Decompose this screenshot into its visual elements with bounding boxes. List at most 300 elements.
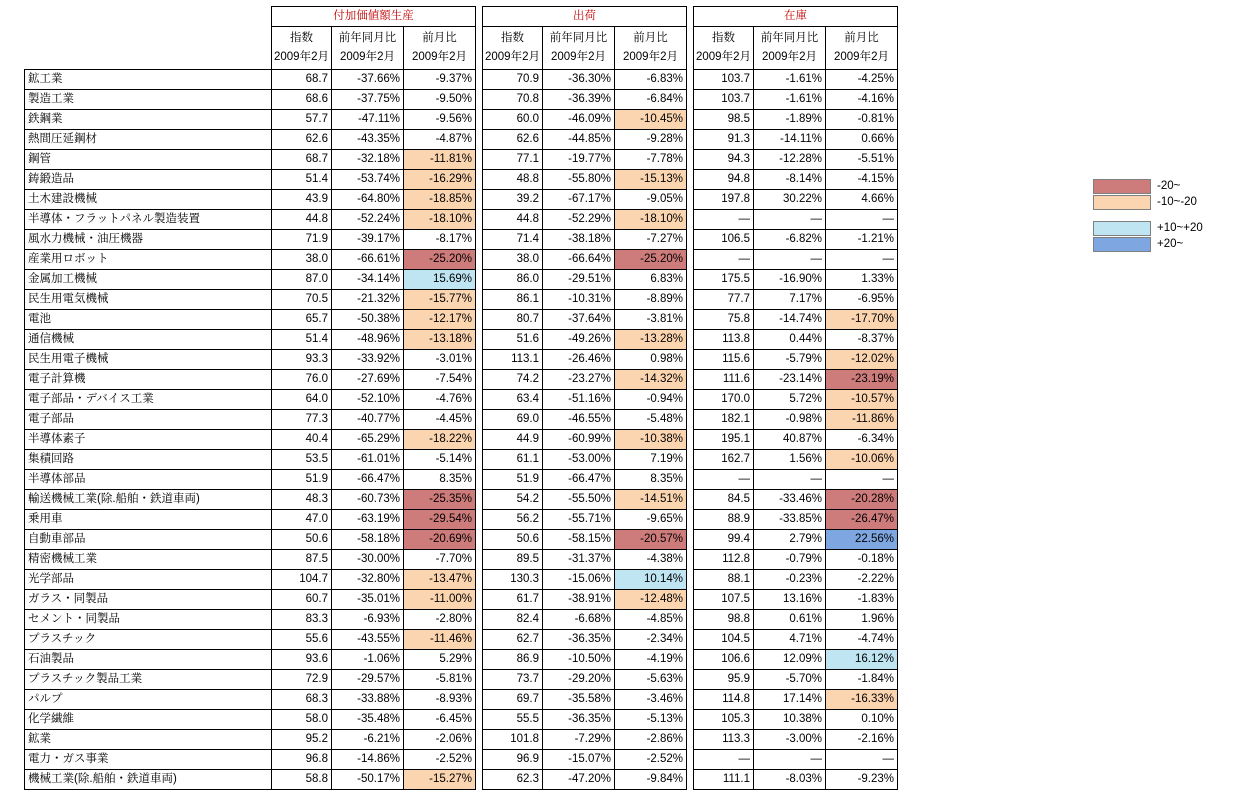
- table-head: [25, 7, 898, 70]
- subheader-inv-yoy: [754, 27, 826, 70]
- cell-ship-yoy: -38.18%: [543, 230, 615, 250]
- cell-inv-index: 182.1: [694, 410, 754, 430]
- cell-ship-mom: -14.51%: [615, 490, 687, 510]
- cell-ship-index: 69.0: [483, 410, 543, 430]
- cell-prod-mom: -9.50%: [404, 90, 476, 110]
- cell-inv-mom: —: [826, 750, 898, 770]
- row-gap: [476, 310, 483, 330]
- row-gap: [687, 710, 694, 730]
- cell-inv-index: 113.3: [694, 730, 754, 750]
- row-label: 機械工業(除.船舶・鉄道車両): [25, 770, 272, 790]
- cell-ship-mom: -20.57%: [615, 530, 687, 550]
- cell-inv-index: 77.7: [694, 290, 754, 310]
- cell-prod-index: 87.5: [272, 550, 332, 570]
- cell-prod-index: 44.8: [272, 210, 332, 230]
- table-corner-2: [25, 27, 272, 70]
- row-gap: [476, 570, 483, 590]
- cell-inv-mom: -5.51%: [826, 150, 898, 170]
- cell-prod-yoy: -35.48%: [332, 710, 404, 730]
- cell-prod-index: 72.9: [272, 670, 332, 690]
- subheader-inv-index: [694, 27, 754, 70]
- legend-label: -10~-20: [1157, 195, 1197, 208]
- row-gap: [476, 650, 483, 670]
- cell-inv-mom: -1.84%: [826, 670, 898, 690]
- row-gap: [476, 210, 483, 230]
- cell-inv-index: 107.5: [694, 590, 754, 610]
- table-row: [25, 750, 898, 770]
- table-row: [25, 690, 898, 710]
- row-label: 半導体・フラットパネル製造装置: [25, 210, 272, 230]
- cell-ship-mom: -8.89%: [615, 290, 687, 310]
- cell-ship-mom: -14.32%: [615, 370, 687, 390]
- row-label: プラスチック製品工業: [25, 670, 272, 690]
- cell-inv-index: 175.5: [694, 270, 754, 290]
- cell-inv-yoy: -8.14%: [754, 170, 826, 190]
- subheader-ship-mom: [615, 27, 687, 70]
- table-row: [25, 510, 898, 530]
- cell-inv-mom: -0.81%: [826, 110, 898, 130]
- cell-inv-mom: -9.23%: [826, 770, 898, 790]
- row-label: プラスチック: [25, 630, 272, 650]
- row-gap: [687, 430, 694, 450]
- row-label: 民生用電子機械: [25, 350, 272, 370]
- subheader-gap-2: [687, 27, 694, 70]
- cell-prod-yoy: -35.01%: [332, 590, 404, 610]
- subheader-prod-mom: [404, 27, 476, 70]
- cell-prod-index: 64.0: [272, 390, 332, 410]
- cell-ship-mom: -13.28%: [615, 330, 687, 350]
- table-row: [25, 250, 898, 270]
- row-label: 民生用電気機械: [25, 290, 272, 310]
- cell-ship-yoy: -35.58%: [543, 690, 615, 710]
- cell-prod-yoy: -37.75%: [332, 90, 404, 110]
- legend-swatch: [1093, 195, 1151, 210]
- cell-prod-index: 38.0: [272, 250, 332, 270]
- cell-inv-yoy: 2.79%: [754, 530, 826, 550]
- cell-ship-mom: -15.13%: [615, 170, 687, 190]
- row-label: 鋼管: [25, 150, 272, 170]
- row-gap: [476, 690, 483, 710]
- row-gap: [687, 270, 694, 290]
- subheader-line2: 2009年2月: [274, 51, 329, 63]
- cell-ship-mom: -5.63%: [615, 670, 687, 690]
- cell-prod-yoy: -58.18%: [332, 530, 404, 550]
- cell-ship-yoy: -31.37%: [543, 550, 615, 570]
- cell-prod-index: 57.7: [272, 110, 332, 130]
- cell-ship-mom: -18.10%: [615, 210, 687, 230]
- cell-ship-mom: -9.05%: [615, 190, 687, 210]
- row-gap: [687, 630, 694, 650]
- cell-prod-yoy: -63.19%: [332, 510, 404, 530]
- table-row: [25, 570, 898, 590]
- subheader-line2: 2009年2月: [551, 51, 606, 63]
- cell-inv-index: 94.8: [694, 170, 754, 190]
- subheader-ship-index: [483, 27, 543, 70]
- legend-item: [1093, 236, 1203, 252]
- cell-ship-index: 39.2: [483, 190, 543, 210]
- row-gap: [476, 150, 483, 170]
- cell-ship-mom: -0.94%: [615, 390, 687, 410]
- table-row: [25, 430, 898, 450]
- cell-inv-index: 84.5: [694, 490, 754, 510]
- cell-inv-mom: -4.16%: [826, 90, 898, 110]
- cell-prod-yoy: -6.93%: [332, 610, 404, 630]
- table-row: [25, 330, 898, 350]
- cell-ship-mom: -2.86%: [615, 730, 687, 750]
- row-gap: [476, 750, 483, 770]
- cell-prod-index: 104.7: [272, 570, 332, 590]
- cell-prod-index: 65.7: [272, 310, 332, 330]
- cell-inv-yoy: -14.74%: [754, 310, 826, 330]
- cell-ship-index: 48.8: [483, 170, 543, 190]
- subheader-line1: 前月比: [633, 32, 668, 44]
- row-gap: [687, 750, 694, 770]
- cell-inv-index: 88.9: [694, 510, 754, 530]
- row-gap: [687, 350, 694, 370]
- cell-prod-mom: -25.20%: [404, 250, 476, 270]
- cell-prod-yoy: -34.14%: [332, 270, 404, 290]
- cell-inv-index: 103.7: [694, 90, 754, 110]
- cell-inv-yoy: —: [754, 250, 826, 270]
- cell-inv-index: 95.9: [694, 670, 754, 690]
- row-gap: [687, 210, 694, 230]
- cell-ship-yoy: -26.46%: [543, 350, 615, 370]
- row-gap: [687, 90, 694, 110]
- row-label: 電池: [25, 310, 272, 330]
- subheader-line1: 前年同月比: [549, 32, 608, 44]
- subheader-line1: 指数: [290, 32, 313, 44]
- subheader-line2: 2009年2月: [696, 51, 751, 63]
- row-label: 精密機械工業: [25, 550, 272, 570]
- cell-prod-yoy: -21.32%: [332, 290, 404, 310]
- cell-inv-index: 111.1: [694, 770, 754, 790]
- cell-prod-mom: -2.06%: [404, 730, 476, 750]
- legend-label: +10~+20: [1157, 221, 1203, 234]
- table-row: [25, 450, 898, 470]
- group-header-row: [25, 7, 898, 27]
- row-gap: [687, 570, 694, 590]
- cell-prod-index: 71.9: [272, 230, 332, 250]
- cell-inv-yoy: 7.17%: [754, 290, 826, 310]
- cell-prod-yoy: -6.21%: [332, 730, 404, 750]
- cell-prod-yoy: -37.66%: [332, 70, 404, 90]
- cell-ship-mom: -9.65%: [615, 510, 687, 530]
- row-gap: [687, 330, 694, 350]
- cell-prod-mom: -5.81%: [404, 670, 476, 690]
- cell-ship-index: 86.9: [483, 650, 543, 670]
- row-gap: [476, 170, 483, 190]
- table-row: [25, 230, 898, 250]
- table-row: [25, 130, 898, 150]
- cell-prod-mom: -9.56%: [404, 110, 476, 130]
- row-gap: [476, 190, 483, 210]
- cell-prod-mom: -8.93%: [404, 690, 476, 710]
- cell-prod-yoy: -40.77%: [332, 410, 404, 430]
- row-gap: [476, 550, 483, 570]
- subheader-line2: 2009年2月: [623, 51, 678, 63]
- row-gap: [687, 410, 694, 430]
- cell-ship-index: 60.0: [483, 110, 543, 130]
- subheader-line2: 2009年2月: [485, 51, 540, 63]
- cell-ship-index: 74.2: [483, 370, 543, 390]
- row-gap: [687, 530, 694, 550]
- cell-ship-yoy: -29.20%: [543, 670, 615, 690]
- row-gap: [687, 110, 694, 130]
- cell-ship-mom: 7.19%: [615, 450, 687, 470]
- cell-inv-index: —: [694, 250, 754, 270]
- cell-prod-index: 70.5: [272, 290, 332, 310]
- cell-ship-index: 73.7: [483, 670, 543, 690]
- cell-ship-index: 61.7: [483, 590, 543, 610]
- legend-swatch: [1093, 179, 1151, 194]
- cell-inv-yoy: —: [754, 750, 826, 770]
- cell-prod-mom: -15.77%: [404, 290, 476, 310]
- cell-prod-yoy: -66.61%: [332, 250, 404, 270]
- row-gap: [476, 670, 483, 690]
- cell-prod-yoy: -1.06%: [332, 650, 404, 670]
- cell-ship-index: 69.7: [483, 690, 543, 710]
- cell-inv-yoy: 30.22%: [754, 190, 826, 210]
- cell-ship-yoy: -15.06%: [543, 570, 615, 590]
- row-gap: [687, 190, 694, 210]
- cell-inv-mom: 0.66%: [826, 130, 898, 150]
- cell-prod-yoy: -43.55%: [332, 630, 404, 650]
- cell-ship-mom: -2.34%: [615, 630, 687, 650]
- cell-inv-mom: -11.86%: [826, 410, 898, 430]
- cell-prod-yoy: -48.96%: [332, 330, 404, 350]
- cell-prod-yoy: -52.10%: [332, 390, 404, 410]
- row-gap: [687, 150, 694, 170]
- table-row: [25, 310, 898, 330]
- cell-inv-yoy: -0.98%: [754, 410, 826, 430]
- cell-ship-mom: -4.38%: [615, 550, 687, 570]
- cell-ship-index: 38.0: [483, 250, 543, 270]
- cell-ship-index: 56.2: [483, 510, 543, 530]
- cell-inv-mom: —: [826, 250, 898, 270]
- subheader-line1: 前月比: [422, 32, 457, 44]
- cell-inv-yoy: -1.61%: [754, 90, 826, 110]
- table-row: [25, 150, 898, 170]
- cell-ship-mom: -25.20%: [615, 250, 687, 270]
- cell-ship-index: 44.8: [483, 210, 543, 230]
- cell-inv-mom: -10.06%: [826, 450, 898, 470]
- row-label: 電子計算機: [25, 370, 272, 390]
- subheader-gap-1: [476, 27, 483, 70]
- table-row: [25, 350, 898, 370]
- cell-inv-mom: -2.22%: [826, 570, 898, 590]
- cell-prod-index: 93.3: [272, 350, 332, 370]
- cell-ship-yoy: -67.17%: [543, 190, 615, 210]
- cell-prod-mom: -20.69%: [404, 530, 476, 550]
- cell-prod-index: 68.7: [272, 70, 332, 90]
- row-gap: [476, 470, 483, 490]
- cell-prod-mom: -25.35%: [404, 490, 476, 510]
- cell-ship-yoy: -19.77%: [543, 150, 615, 170]
- cell-ship-yoy: -36.30%: [543, 70, 615, 90]
- row-label: 半導体部品: [25, 470, 272, 490]
- cell-inv-mom: -1.21%: [826, 230, 898, 250]
- cell-prod-index: 58.8: [272, 770, 332, 790]
- cell-prod-yoy: -47.11%: [332, 110, 404, 130]
- row-gap: [476, 290, 483, 310]
- row-label: 産業用ロボット: [25, 250, 272, 270]
- row-label: 鉱業: [25, 730, 272, 750]
- cell-ship-index: 63.4: [483, 390, 543, 410]
- row-gap: [687, 70, 694, 90]
- row-gap: [476, 770, 483, 790]
- cell-inv-yoy: -33.46%: [754, 490, 826, 510]
- cell-ship-yoy: -10.31%: [543, 290, 615, 310]
- cell-ship-mom: -3.81%: [615, 310, 687, 330]
- row-label: 輸送機械工業(除.船舶・鉄道車両): [25, 490, 272, 510]
- cell-prod-yoy: -50.38%: [332, 310, 404, 330]
- cell-inv-mom: -23.19%: [826, 370, 898, 390]
- cell-prod-index: 55.6: [272, 630, 332, 650]
- cell-ship-mom: -6.83%: [615, 70, 687, 90]
- cell-prod-yoy: -65.29%: [332, 430, 404, 450]
- row-gap: [687, 490, 694, 510]
- cell-ship-yoy: -7.29%: [543, 730, 615, 750]
- cell-ship-index: 70.9: [483, 70, 543, 90]
- cell-inv-index: 170.0: [694, 390, 754, 410]
- subheader-line1: 指数: [712, 32, 735, 44]
- row-gap: [476, 630, 483, 650]
- cell-ship-yoy: -46.09%: [543, 110, 615, 130]
- cell-inv-yoy: 0.61%: [754, 610, 826, 630]
- subheader-prod-yoy: [332, 27, 404, 70]
- row-gap: [476, 370, 483, 390]
- cell-prod-yoy: -33.92%: [332, 350, 404, 370]
- cell-inv-mom: 4.66%: [826, 190, 898, 210]
- subheader-line1: 指数: [501, 32, 524, 44]
- row-gap: [476, 490, 483, 510]
- cell-prod-yoy: -30.00%: [332, 550, 404, 570]
- cell-inv-yoy: 12.09%: [754, 650, 826, 670]
- cell-prod-mom: -11.81%: [404, 150, 476, 170]
- cell-ship-mom: -7.27%: [615, 230, 687, 250]
- row-label: 土木建設機械: [25, 190, 272, 210]
- subheader-ship-yoy: [543, 27, 615, 70]
- cell-prod-index: 51.4: [272, 330, 332, 350]
- row-gap: [687, 130, 694, 150]
- cell-inv-mom: -4.74%: [826, 630, 898, 650]
- cell-ship-index: 71.4: [483, 230, 543, 250]
- row-gap: [476, 110, 483, 130]
- cell-prod-index: 58.0: [272, 710, 332, 730]
- cell-inv-yoy: -16.90%: [754, 270, 826, 290]
- cell-prod-yoy: -64.80%: [332, 190, 404, 210]
- cell-prod-mom: -6.45%: [404, 710, 476, 730]
- cell-ship-mom: -4.85%: [615, 610, 687, 630]
- cell-ship-yoy: -55.71%: [543, 510, 615, 530]
- cell-ship-yoy: -55.80%: [543, 170, 615, 190]
- row-label: 風水力機械・油圧機器: [25, 230, 272, 250]
- cell-prod-yoy: -39.17%: [332, 230, 404, 250]
- cell-prod-index: 40.4: [272, 430, 332, 450]
- cell-ship-mom: -9.28%: [615, 130, 687, 150]
- table-row: [25, 490, 898, 510]
- legend-item: [1093, 220, 1203, 236]
- subheader-line1: 前月比: [844, 32, 879, 44]
- cell-prod-index: 47.0: [272, 510, 332, 530]
- cell-prod-mom: 5.29%: [404, 650, 476, 670]
- cell-inv-yoy: -0.23%: [754, 570, 826, 590]
- cell-inv-yoy: 0.44%: [754, 330, 826, 350]
- cell-prod-mom: -18.85%: [404, 190, 476, 210]
- legend-spacer: [1093, 210, 1203, 220]
- subheader-line1: 前年同月比: [760, 32, 819, 44]
- cell-prod-index: 48.3: [272, 490, 332, 510]
- cell-prod-yoy: -61.01%: [332, 450, 404, 470]
- cell-prod-yoy: -29.57%: [332, 670, 404, 690]
- cell-ship-mom: -4.19%: [615, 650, 687, 670]
- cell-ship-mom: 10.14%: [615, 570, 687, 590]
- cell-prod-index: 68.7: [272, 150, 332, 170]
- cell-inv-mom: 1.96%: [826, 610, 898, 630]
- cell-inv-index: 106.6: [694, 650, 754, 670]
- cell-prod-index: 50.6: [272, 530, 332, 550]
- cell-inv-index: 88.1: [694, 570, 754, 590]
- cell-ship-index: 86.1: [483, 290, 543, 310]
- cell-prod-index: 76.0: [272, 370, 332, 390]
- cell-ship-yoy: -66.47%: [543, 470, 615, 490]
- table-row: [25, 190, 898, 210]
- cell-prod-mom: -7.54%: [404, 370, 476, 390]
- cell-ship-mom: -12.48%: [615, 590, 687, 610]
- group-gap-2: [687, 7, 694, 27]
- group-header-inventory: 在庫: [694, 7, 898, 27]
- cell-inv-mom: -26.47%: [826, 510, 898, 530]
- cell-ship-index: 44.9: [483, 430, 543, 450]
- cell-inv-yoy: -12.28%: [754, 150, 826, 170]
- cell-prod-yoy: -33.88%: [332, 690, 404, 710]
- cell-inv-index: 103.7: [694, 70, 754, 90]
- legend-item: [1093, 194, 1203, 210]
- row-gap: [687, 310, 694, 330]
- cell-inv-index: 112.8: [694, 550, 754, 570]
- row-gap: [476, 90, 483, 110]
- table-row: [25, 630, 898, 650]
- cell-inv-mom: -0.18%: [826, 550, 898, 570]
- cell-prod-mom: -4.45%: [404, 410, 476, 430]
- cell-prod-mom: -4.87%: [404, 130, 476, 150]
- table-corner: [25, 7, 272, 27]
- cell-prod-mom: -11.46%: [404, 630, 476, 650]
- cell-ship-index: 55.5: [483, 710, 543, 730]
- table-row: [25, 590, 898, 610]
- legend-label: +20~: [1157, 237, 1184, 250]
- cell-ship-index: 130.3: [483, 570, 543, 590]
- cell-prod-mom: -29.54%: [404, 510, 476, 530]
- table-row: [25, 410, 898, 430]
- row-gap: [687, 230, 694, 250]
- cell-inv-yoy: 1.56%: [754, 450, 826, 470]
- cell-ship-index: 80.7: [483, 310, 543, 330]
- cell-prod-mom: 8.35%: [404, 470, 476, 490]
- row-gap: [476, 230, 483, 250]
- cell-ship-yoy: -46.55%: [543, 410, 615, 430]
- row-label: 鉄鋼業: [25, 110, 272, 130]
- row-label: 鉱工業: [25, 70, 272, 90]
- cell-inv-mom: —: [826, 470, 898, 490]
- cell-ship-index: 50.6: [483, 530, 543, 550]
- table-row: [25, 70, 898, 90]
- cell-prod-index: 43.9: [272, 190, 332, 210]
- row-label: 石油製品: [25, 650, 272, 670]
- cell-prod-mom: -16.29%: [404, 170, 476, 190]
- cell-inv-index: 98.5: [694, 110, 754, 130]
- row-label: 金属加工機械: [25, 270, 272, 290]
